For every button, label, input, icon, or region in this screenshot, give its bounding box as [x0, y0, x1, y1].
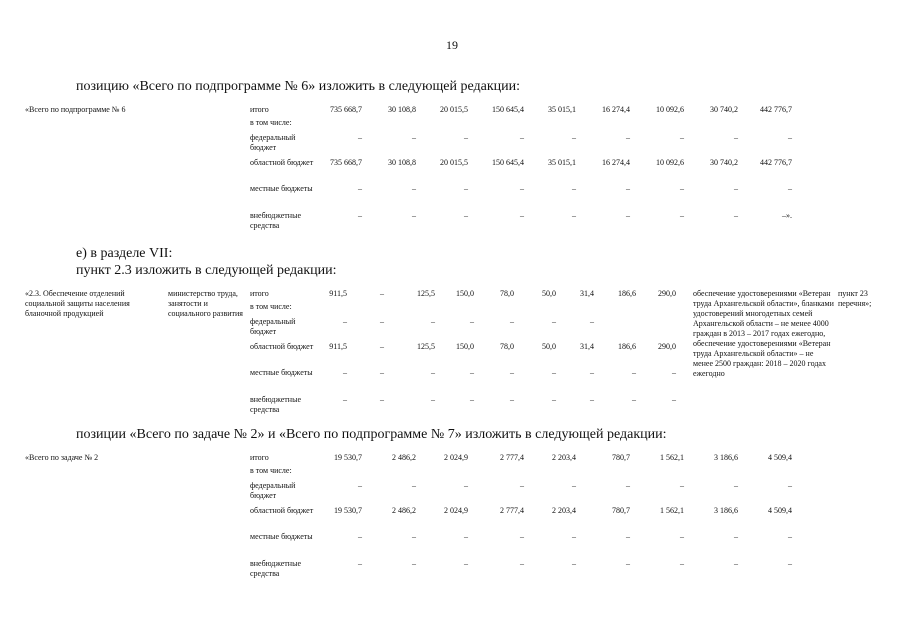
- table-cell: 2 777,4: [500, 453, 524, 462]
- section-3-heading: позиции «Всего по задаче № 2» и «Всего по подпрограмме № 7» изложить в следующей редакции:: [76, 427, 667, 442]
- table-cell: –: [572, 211, 576, 220]
- table-cell: –: [632, 368, 636, 377]
- row-label: областной бюджет: [250, 342, 314, 351]
- table-cell: 78,0: [500, 289, 514, 298]
- row-label: в том числе:: [250, 466, 292, 475]
- table-cell: –: [680, 532, 684, 541]
- table-cell: 78,0: [500, 342, 514, 351]
- table-cell: 150,0: [456, 342, 474, 351]
- table-cell: –: [470, 395, 474, 404]
- table-cell: –: [626, 532, 630, 541]
- table-cell: 50,0: [542, 342, 556, 351]
- table-cell: 30 740,2: [710, 105, 738, 114]
- table-cell: 20 015,5: [440, 158, 468, 167]
- row-label: итого: [250, 453, 269, 462]
- table-cell: 10 092,6: [656, 105, 684, 114]
- table-cell: –: [510, 395, 514, 404]
- table-cell: –: [520, 559, 524, 568]
- table-cell: –: [412, 211, 416, 220]
- row-label: местные бюджеты: [250, 184, 313, 193]
- table-cell: –: [520, 184, 524, 193]
- table-cell: –: [680, 559, 684, 568]
- table-cell: –: [358, 184, 362, 193]
- table-cell: –: [520, 481, 524, 490]
- table-cell: 50,0: [542, 289, 556, 298]
- table-cell: 4 509,4: [768, 453, 792, 462]
- table-cell: 735 668,7: [330, 158, 362, 167]
- table-cell: 3 186,6: [714, 453, 738, 462]
- table-cell: 30 108,8: [388, 105, 416, 114]
- row-label: внебюджетные средства: [250, 211, 301, 230]
- section-2-pre-heading: е) в разделе VII:: [76, 246, 173, 261]
- table-cell: –: [788, 481, 792, 490]
- table-cell: –: [672, 368, 676, 377]
- table-cell: –: [552, 395, 556, 404]
- table-cell: –: [412, 184, 416, 193]
- row-label: местные бюджеты: [250, 532, 313, 541]
- table-cell: –: [734, 481, 738, 490]
- table-cell: –: [470, 317, 474, 326]
- table-cell: 442 776,7: [760, 105, 792, 114]
- table-cell: –: [680, 211, 684, 220]
- table-cell: –: [431, 395, 435, 404]
- table-cell: –: [520, 211, 524, 220]
- table-cell: 186,6: [618, 342, 636, 351]
- table-cell: –: [464, 133, 468, 142]
- table-cell: 2 486,2: [392, 506, 416, 515]
- table-cell: –: [520, 133, 524, 142]
- table-cell: –: [343, 317, 347, 326]
- table-cell: 911,5: [329, 342, 347, 351]
- table-cell: 19 530,7: [334, 506, 362, 515]
- table-cell: –: [734, 133, 738, 142]
- table-cell: –: [412, 559, 416, 568]
- table-cell: –: [464, 184, 468, 193]
- table-cell: –: [464, 559, 468, 568]
- table-cell: –: [343, 395, 347, 404]
- table-cell: –: [590, 395, 594, 404]
- section-1-heading: позицию «Всего по подпрограмме № 6» изложить в следующей редакции:: [76, 79, 521, 94]
- table-cell: 16 274,4: [602, 158, 630, 167]
- table-cell: –: [572, 559, 576, 568]
- table-cell: –: [590, 368, 594, 377]
- table-cell: –: [626, 184, 630, 193]
- table-cell: –: [626, 559, 630, 568]
- table-cell: 35 015,1: [548, 105, 576, 114]
- table-cell: –: [788, 532, 792, 541]
- table-cell: –: [464, 532, 468, 541]
- row-label: областной бюджет: [250, 158, 314, 167]
- section-2-row-label: «2.3. Обеспечение отделений социальной защиты населения бланочной продукцией: [25, 289, 130, 318]
- table-cell: 442 776,7: [760, 158, 792, 167]
- table-cell: –: [431, 317, 435, 326]
- table-cell: 31,4: [580, 342, 594, 351]
- section-2-result: обеспечение удостоверениями «Ветеран труда Архангельской области», бланками удостоверений многодетных семей Архангельской области – не менее 4000 граждан в 2013 – 2017 годах ежегодно, обеспечение удостоверениями «Ветеран труда Архангельской области» – не менее 2500 граждан: 2018 – 2020 годах ежегодно: [693, 289, 834, 378]
- table-cell: 125,5: [417, 342, 435, 351]
- table-cell: –: [626, 133, 630, 142]
- table-cell: 780,7: [612, 453, 630, 462]
- table-cell: 150 645,4: [492, 105, 524, 114]
- table-cell: 2 777,4: [500, 506, 524, 515]
- table-cell: 2 024,9: [444, 453, 468, 462]
- table-cell: –: [734, 211, 738, 220]
- table-cell: –: [626, 211, 630, 220]
- table-cell: –: [358, 559, 362, 568]
- table-cell: –: [572, 184, 576, 193]
- row-label: итого: [250, 289, 269, 298]
- table-cell: –: [343, 368, 347, 377]
- table-cell: –: [470, 368, 474, 377]
- table-cell: –: [520, 532, 524, 541]
- section-2-heading: пункт 2.3 изложить в следующей редакции:: [76, 263, 337, 278]
- row-label: областной бюджет: [250, 506, 314, 515]
- table-cell: 19 530,7: [334, 453, 362, 462]
- table-cell: 2 203,4: [552, 506, 576, 515]
- table-cell: 780,7: [612, 506, 630, 515]
- table-cell: –: [572, 481, 576, 490]
- row-label: местные бюджеты: [250, 368, 313, 377]
- section-1-row-label: «Всего по подпрограмме № 6: [25, 105, 126, 114]
- table-cell: 150,0: [456, 289, 474, 298]
- table-cell: –: [572, 133, 576, 142]
- table-cell: –: [734, 532, 738, 541]
- table-cell: 30 108,8: [388, 158, 416, 167]
- table-cell: 735 668,7: [330, 105, 362, 114]
- table-cell: 1 562,1: [660, 506, 684, 515]
- table-cell: –: [672, 395, 676, 404]
- table-cell: –: [680, 481, 684, 490]
- table-cell: 2 486,2: [392, 453, 416, 462]
- section-2-reference: пункт 23 перечня»;: [838, 289, 872, 308]
- table-cell: 150 645,4: [492, 158, 524, 167]
- table-cell: –: [464, 211, 468, 220]
- table-cell: 3 186,6: [714, 506, 738, 515]
- table-cell: –: [510, 368, 514, 377]
- table-cell: 1 562,1: [660, 453, 684, 462]
- row-label: в том числе:: [250, 118, 292, 127]
- table-cell: 186,6: [618, 289, 636, 298]
- table-cell: 16 274,4: [602, 105, 630, 114]
- page-number: 19: [446, 38, 458, 52]
- table-cell: 125,5: [417, 289, 435, 298]
- table-cell: 20 015,5: [440, 105, 468, 114]
- table-cell: 35 015,1: [548, 158, 576, 167]
- table-cell: 290,0: [658, 289, 676, 298]
- section-3-row-label: «Всего по задаче № 2: [25, 453, 99, 462]
- table-cell: 31,4: [580, 289, 594, 298]
- table-cell: –: [626, 481, 630, 490]
- table-cell: –: [358, 133, 362, 142]
- row-label: внебюджетные средства: [250, 395, 301, 414]
- table-cell: –: [431, 368, 435, 377]
- table-cell: 30 740,2: [710, 158, 738, 167]
- table-cell: –».: [782, 211, 792, 220]
- table-cell: –: [412, 481, 416, 490]
- table-cell: –: [380, 395, 384, 404]
- table-cell: –: [788, 559, 792, 568]
- row-label: федеральный бюджет: [250, 317, 296, 336]
- table-cell: 10 092,6: [656, 158, 684, 167]
- table-cell: –: [464, 481, 468, 490]
- row-label: в том числе:: [250, 302, 292, 311]
- table-cell: –: [380, 317, 384, 326]
- table-cell: 2 203,4: [552, 453, 576, 462]
- table-cell: 2 024,9: [444, 506, 468, 515]
- table-cell: –: [552, 368, 556, 377]
- table-cell: –: [680, 184, 684, 193]
- table-cell: –: [680, 133, 684, 142]
- row-label: внебюджетные средства: [250, 559, 301, 578]
- table-cell: –: [788, 184, 792, 193]
- row-label: итого: [250, 105, 269, 114]
- section-2-executor: министерство труда, занятости и социального развития: [168, 289, 243, 318]
- table-cell: –: [572, 532, 576, 541]
- table-cell: –: [380, 368, 384, 377]
- table-cell: –: [380, 342, 384, 351]
- table-cell: 911,5: [329, 289, 347, 298]
- table-cell: –: [412, 532, 416, 541]
- table-cell: –: [590, 317, 594, 326]
- table-cell: 290,0: [658, 342, 676, 351]
- row-label: федеральный бюджет: [250, 133, 296, 152]
- table-cell: –: [552, 317, 556, 326]
- table-cell: –: [788, 133, 792, 142]
- table-cell: 4 509,4: [768, 506, 792, 515]
- table-cell: –: [510, 317, 514, 326]
- table-cell: –: [734, 559, 738, 568]
- table-cell: –: [380, 289, 384, 298]
- table-cell: –: [358, 532, 362, 541]
- table-cell: –: [734, 184, 738, 193]
- table-cell: –: [632, 395, 636, 404]
- table-cell: –: [412, 133, 416, 142]
- table-cell: –: [358, 481, 362, 490]
- row-label: федеральный бюджет: [250, 481, 296, 500]
- table-cell: –: [358, 211, 362, 220]
